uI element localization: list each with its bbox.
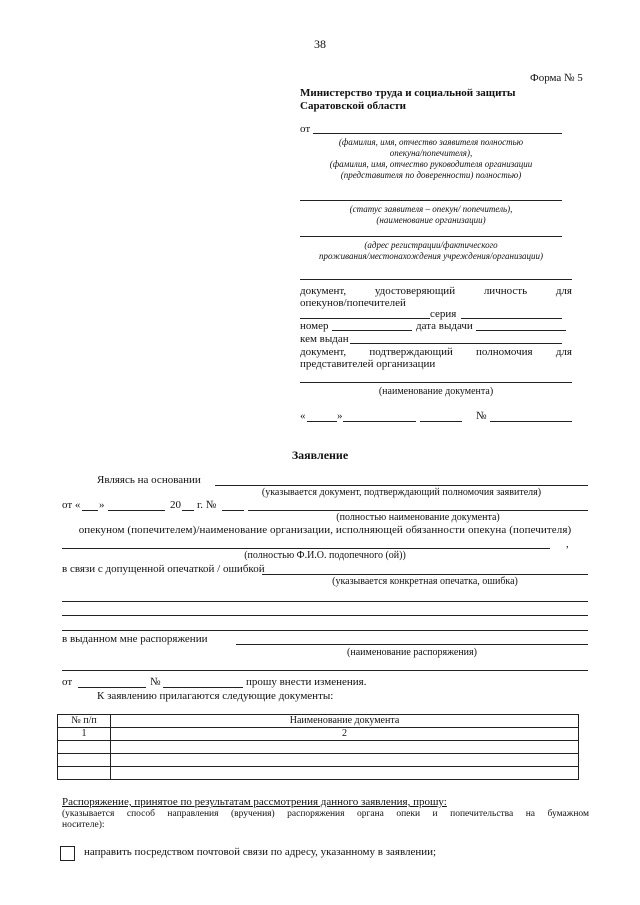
issue-date-field[interactable] xyxy=(476,330,566,331)
typo-field[interactable] xyxy=(262,574,588,575)
address-line[interactable] xyxy=(300,236,562,237)
table-cell[interactable] xyxy=(58,767,111,780)
id-doc-word-1: документ, xyxy=(300,285,347,297)
body-line5-text: в связи с допущенной опечаткой / ошибкой xyxy=(62,563,265,575)
delivery-note-2: носителе): xyxy=(62,820,105,830)
table-row[interactable] xyxy=(58,754,579,767)
line7-date-field[interactable] xyxy=(78,687,146,688)
order-line-2[interactable] xyxy=(62,670,588,671)
id-doc-line-2: опекунов/попечителей xyxy=(300,297,406,309)
id-doc-word-3: личность xyxy=(483,285,528,297)
line2-doc-name-field[interactable] xyxy=(248,510,588,511)
delivery-note-1: (указывается способ направления (вручения) распоряжения органа опеки и попечительства на бумажном xyxy=(62,809,589,819)
line7-number-sign: № xyxy=(150,676,161,688)
table-header-row xyxy=(58,715,579,728)
hint-address-2: проживания/местонахождения учреждения/организации) xyxy=(319,251,543,261)
auth-doc-word-4: для xyxy=(555,346,572,358)
status-line[interactable] xyxy=(300,200,562,201)
date-day-field[interactable] xyxy=(307,421,337,422)
table-cell[interactable] xyxy=(111,767,579,780)
form-label: Форма № 5 xyxy=(530,72,583,84)
typo-line-3[interactable] xyxy=(62,615,588,616)
line4-comma: , xyxy=(566,538,569,550)
table-cell[interactable] xyxy=(111,754,579,767)
hint-5: (указывается конкретная опечатка, ошибка) xyxy=(332,576,518,587)
series-field[interactable] xyxy=(461,318,562,319)
applicant-name-line[interactable] xyxy=(313,133,562,134)
id-doc-word-4: для xyxy=(555,285,572,297)
issued-by-label: кем выдан xyxy=(300,333,349,345)
table-row[interactable] xyxy=(58,741,579,754)
issued-by-field[interactable] xyxy=(350,343,562,344)
line2-month-field[interactable] xyxy=(108,510,165,511)
table-cell: 1 xyxy=(58,728,111,741)
table-cell[interactable] xyxy=(111,741,579,754)
line2-close-quote: » xyxy=(99,499,105,511)
hint-status-1: (статус заявителя – опекун/ попечитель), xyxy=(349,204,513,214)
line2-number-field[interactable] xyxy=(222,510,244,511)
page-number: 38 xyxy=(314,37,326,51)
line2-from: от « xyxy=(62,499,81,511)
hint-address-1: (адрес регистрации/фактического xyxy=(364,240,498,250)
series-label: серия xyxy=(430,308,457,320)
hint-applicant-3: (фамилия, имя, отчество руководителя организации xyxy=(329,159,533,169)
table-cell[interactable] xyxy=(58,754,111,767)
from-prefix: от xyxy=(300,123,311,135)
auth-doc-word-1: документ, xyxy=(300,346,347,358)
table-row xyxy=(58,728,579,741)
date-month-field[interactable] xyxy=(343,421,416,422)
body-line1-text: Являясь на основании xyxy=(97,474,201,486)
body-line3-text: опекуном (попечителем)/наименование организации, исполняющей обязанности опекуна (попечителя) xyxy=(78,524,572,536)
hint-applicant-2: опекуна/попечителя), xyxy=(389,148,473,158)
hint-4: (полностью Ф.И.О. подопечного (ой)) xyxy=(244,550,406,561)
table-cell[interactable] xyxy=(58,741,111,754)
line2-day-field[interactable] xyxy=(82,510,98,511)
table-row[interactable] xyxy=(58,767,579,780)
date-year-field[interactable] xyxy=(420,421,462,422)
number-label: номер xyxy=(300,320,329,332)
auth-doc-line-2: представителей организации xyxy=(300,358,436,370)
auth-doc-name-field[interactable] xyxy=(300,382,572,383)
hint-applicant-4: (представителя по доверенности) полностью) xyxy=(340,170,522,180)
table-cell: 2 xyxy=(111,728,579,741)
header-number: № п/п xyxy=(58,715,111,728)
line7-number-field[interactable] xyxy=(163,687,243,688)
address-line-2[interactable] xyxy=(300,279,572,280)
number-field[interactable] xyxy=(332,330,412,331)
line2-year-field[interactable] xyxy=(182,510,194,511)
addressee-line-1: Министерство труда и социальной защиты xyxy=(300,87,516,99)
doc-number-field[interactable] xyxy=(490,421,572,422)
line7-from: от xyxy=(62,676,73,688)
mail-option-checkbox[interactable] xyxy=(60,846,75,861)
hint-status-2: (наименование организации) xyxy=(376,215,486,225)
authority-doc-field[interactable] xyxy=(215,485,588,486)
auth-doc-word-3: полномочия xyxy=(476,346,533,358)
hint-6: (наименование распоряжения) xyxy=(347,647,477,658)
hint-doc-name: (наименование документа) xyxy=(378,386,494,397)
id-doc-word-2: удостоверяющий xyxy=(374,285,456,297)
typo-line-2[interactable] xyxy=(62,601,588,602)
hint-2: (полностью наименование документа) xyxy=(336,512,500,523)
documents-table xyxy=(57,714,579,780)
addressee-line-2: Саратовской области xyxy=(300,100,407,112)
line2-year-prefix: 20 xyxy=(170,499,181,511)
attach-text: К заявлению прилагаются следующие документы: xyxy=(97,690,334,702)
id-doc-type-field[interactable] xyxy=(300,318,430,319)
delivery-heading: Распоряжение, принятое по результатам рассмотрения данного заявления, прошу: xyxy=(62,796,447,808)
hint-1: (указывается документ, подтверждающий полномочия заявителя) xyxy=(261,487,542,498)
date-quote-close: » xyxy=(337,410,343,422)
header-doc-name: Наименование документа xyxy=(111,715,579,728)
issue-date-label: дата выдачи xyxy=(416,320,473,332)
line2-g-no: г. № xyxy=(197,499,217,511)
mail-option-label: направить посредством почтовой связи по адресу, указанному в заявлении; xyxy=(84,846,437,858)
order-name-field[interactable] xyxy=(236,644,588,645)
line7-tail: прошу внести изменения. xyxy=(246,676,367,688)
number-sign: № xyxy=(476,410,487,422)
body-line6-text: в выданном мне распоряжении xyxy=(62,633,208,645)
date-quote-open: « xyxy=(300,410,306,422)
page-title: Заявление xyxy=(291,448,349,462)
typo-line-4[interactable] xyxy=(62,630,588,631)
ward-name-field[interactable] xyxy=(62,548,550,549)
auth-doc-word-2: подтверждающий xyxy=(369,346,453,358)
hint-applicant-1: (фамилия, имя, отчество заявителя полностью xyxy=(338,137,524,147)
